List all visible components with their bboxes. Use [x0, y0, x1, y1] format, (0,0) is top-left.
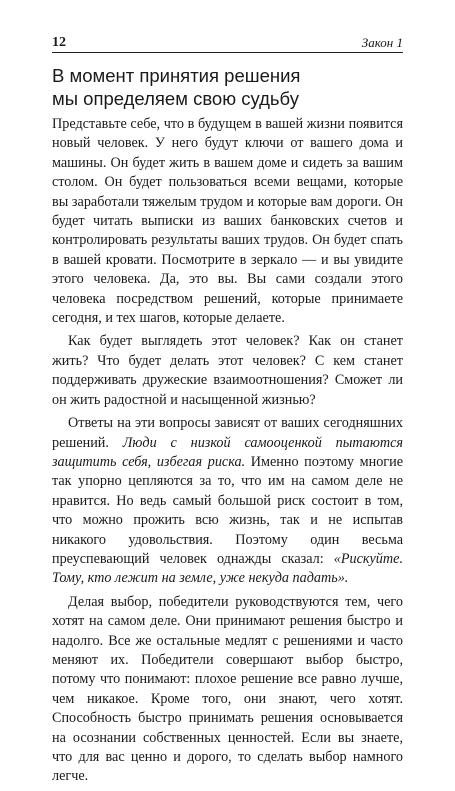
section-title-line-1: В момент принятия решения: [52, 65, 301, 86]
paragraph-3-emphasis-1: Люди с низкой самооценкой пытаются защитить себя, избегая риска.: [52, 434, 404, 470]
section-title: [52, 64, 403, 110]
paragraph-3-quote: «Рискуйте. Тому, кто лежит на земле, уже некуда падать».: [52, 550, 403, 587]
paragraph-4: Делая выбор, победители руководствуются тем, чего хотят на самом деле. Они принимают решения быстро и надолго. Все же остальные медлят с решениями и часто меняют их. Победители совершают выбор быстро, потому что понимают: плохое решение все равно лучше, чем никакое. Кроме того, они знают, чего хотят. Способность быстро принимать решения основывается на осознании собственных ценностей. Если вы знаете, что для вас ценно и дорого, то сделать выбор намного легче.: [52, 593, 403, 785]
page-number: 12: [52, 35, 66, 50]
paragraph-3-part-1: Ответы на эти вопросы зависят от ваших сегодняшних решений.: [52, 415, 403, 451]
header-rule: [52, 52, 403, 53]
paragraph-2: Как будет выглядеть этот человек? Как он станет жить? Что будет делать этот человек? С кем станет поддерживать дружеские взаимоотношения? Сможет ли он жить радостной и насыщенной жизнью?: [52, 333, 403, 408]
page-header: [52, 35, 403, 55]
paragraph-3: [52, 414, 403, 589]
section-title-line-2: мы определяем свою судьбу: [52, 88, 299, 109]
running-title: Закон 1: [361, 35, 403, 50]
paragraph-3-part-2: Именно поэтому многие так упорно цепляются за то, что им на самом деле не нравится. Но ведь самый большой риск состоит в том, что можно прожить всю жизнь, так и не испытав никакого удовольствия. Поэтому один весьма преуспевающий человек однажды сказал:: [52, 453, 403, 567]
body-text: [52, 115, 403, 791]
paragraph-1: Представьте себе, что в будущем в вашей жизни появится новый человек. У него будут ключи от вашего дома и машины. Он будет жить в вашем доме и сидеть за вашим столом. Он будет пользоваться всеми вещами, которые вы заработали тяжелым трудом и которые вам дороги. Он будет читать выписки из ваших банковских счетов и контролировать результаты ваших трудов. Он будет спать в вашей кровати. Посмотрите в зеркало — и вы увидите этого человека. Да, это вы. Вы сами создали этого человека посредством решений, которые принимаете сегодня, и тех шагов, которые делаете.: [52, 116, 403, 327]
